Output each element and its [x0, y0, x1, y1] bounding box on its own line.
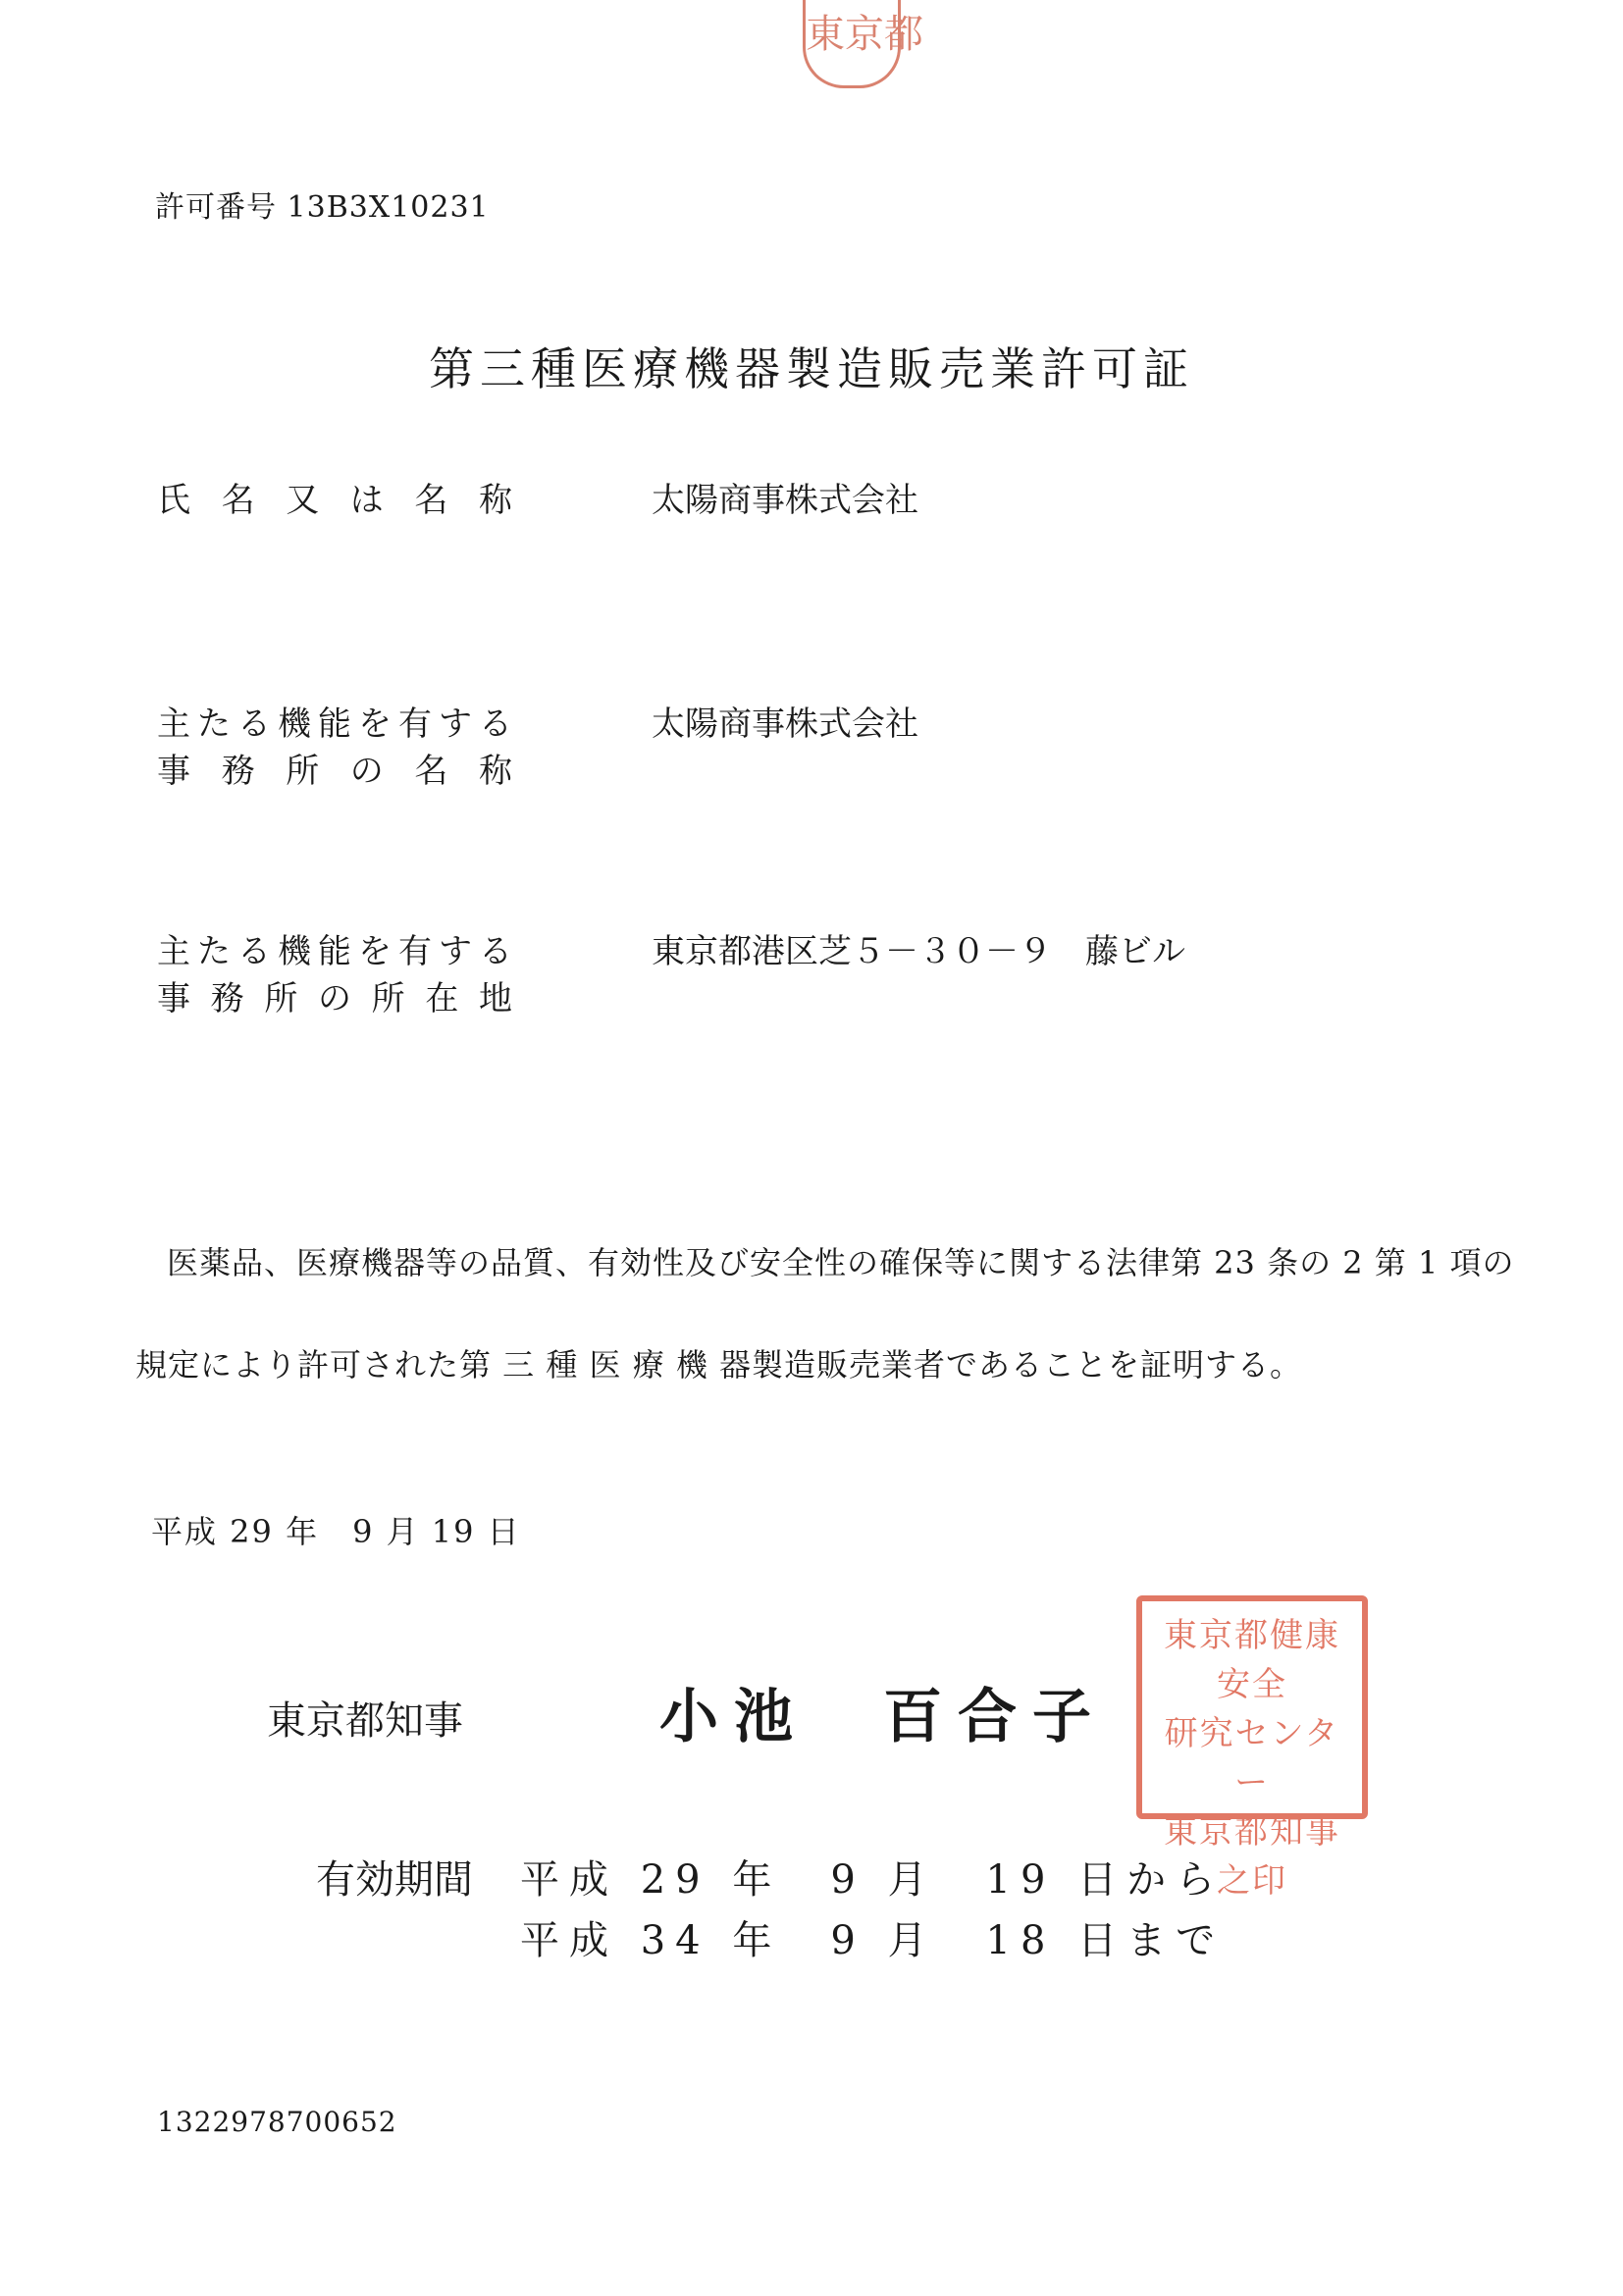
field-label-office-address [157, 928, 512, 1022]
seal-line: 之印 [1217, 1861, 1287, 1901]
validity-from: 平成 29 年 9 月 19 日から [520, 1857, 1226, 1903]
certification-text-line-1: 医薬品、医療機器等の品質、有効性及び安全性の確保等に関する法律第 23 条の 2 第 1 項の [167, 1244, 1515, 1281]
field-label-line: 主たる機能を有する [157, 704, 512, 744]
field-value-office-address: 東京都港区芝５－３０－９ 藤ビル [652, 932, 1185, 971]
seal-line: 東京都健康安全 [1164, 1616, 1340, 1704]
field-label-line: 主たる機能を有する [157, 932, 512, 971]
field-value-name: 太陽商事株式会社 [652, 481, 918, 520]
top-seal: 東京都 [803, 0, 901, 88]
document-number: 1322978700652 [157, 2106, 397, 2138]
field-label-name [157, 477, 512, 524]
permit-number: 許可番号 13B3X10231 [155, 190, 490, 225]
field-label-office-name [157, 701, 512, 795]
issue-date: 平成 29 年 9 月 19 日 [151, 1513, 521, 1550]
seal-line: 研究センター [1164, 1714, 1340, 1802]
field-label-line: 事務所の名称 [157, 752, 512, 791]
field-label-line: 氏名又は名称 [157, 481, 512, 520]
field-value-office-name: 太陽商事株式会社 [652, 704, 918, 744]
issuer-title: 東京都知事 [267, 1698, 463, 1744]
field-label-line: 事務所の所在地 [157, 979, 512, 1018]
validity-to: 平成 34 年 9 月 18 日まで [520, 1918, 1226, 1963]
validity-label: 有効期間 [316, 1857, 473, 1903]
document-title: 第三種医療機器製造販売業許可証 [429, 342, 1194, 395]
certification-text-line-2: 規定により許可された第 三 種 医 療 機 器製造販売業者であることを証明する。 [135, 1346, 1303, 1383]
seal-line: 東京都知事 [1164, 1812, 1340, 1852]
official-seal [1136, 1595, 1368, 1901]
issuer-name: 小池 百合子 [659, 1683, 1107, 1751]
